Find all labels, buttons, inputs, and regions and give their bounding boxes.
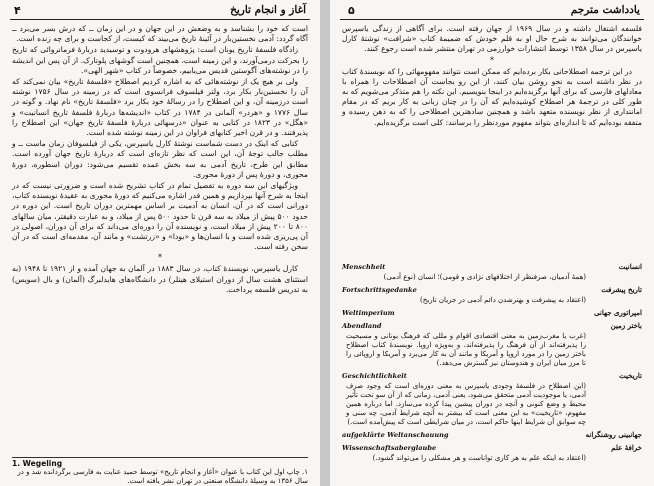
- running-title: یادداشت مترجم: [570, 4, 640, 16]
- glossary-latin: Menschheit: [342, 263, 386, 271]
- glossary-definition: (این اصطلاح در فلسفهٔ وجودی یاسپرس به معنی دوره‌ای است که وجود صرف آدمی، یا موجودیت آدمی متحقق می‌شود، یعنی آدمی، زمانی که از آن سو تحت تأثیر محیط و وضع کنونی و آنچه در دوران پیشین پیدا کرده می‌سازد. اما درباره همین مفهوم، «تاریخیت» به این معنی است که بیشتر به آنچه شرایط آدمی، چه سنی و چه سوابق آن شرایط اینها حاکم است، در میان شرایطی است که پیش‌آمده است.): [346, 382, 586, 426]
- glossary-term: خرافهٔ علم: [611, 443, 642, 452]
- glossary-entry: [342, 285, 642, 305]
- book-gutter: [320, 0, 330, 486]
- glossary-entry: [342, 443, 642, 463]
- glossary-latin: Weltimperium: [342, 309, 395, 317]
- glossary-latin: Fortschrittsgedanke: [342, 286, 417, 294]
- paragraph: کارل یاسپرس، نویسندهٔ کتاب، در سال ۱۸۸۳ در آلمان به جهان آمده و از ۱۹۲۱ تا ۱۹۴۸ (به استثنای هشت سال از دوران استیلای هیتلر) در دانشگاه‌های هایدلبرگ (آلمان) و بال (سویس) به تدریس فلسفه پرداخت.: [12, 264, 308, 294]
- paragraph: است که خود را بشناسد و به وضعش در این جهان و در این زمان ــ که درش بسر می‌برد ــ آگاه گردد: آدمی نخستین‌بار در آئینهٔ تاریخ می‌بیند که کیست، از کجاست و برای چه زنده است.: [12, 24, 308, 44]
- glossary-term: امپراتوری جهانی: [594, 308, 642, 317]
- glossary-latin: Abendland: [342, 322, 382, 330]
- glossary-term: جهانبینی روشنگرانه: [585, 430, 642, 439]
- glossary-latin: aufgeklärte Weltanschauung: [342, 431, 449, 439]
- glossary-definition: (همهٔ آدمیان، صرفنظر از اختلافهای نژادی و قومی)؛ انسان (نوع آدمی): [383, 273, 586, 281]
- paragraph: در این ترجمه اصطلاحاتی بکار برده‌ایم که ممکن است نتوانند مفهومهائی را که نویسندهٔ کتاب در نظر داشته است به نحو روشن بیان کنند، از این رو بجاست آن اصطلاحات را همراه با معادلهای فارسی که برای آنها برگزیده‌ایم در اینجا بنویسیم. این نکته را هم متذکر می‌شویم که به طور کلی در ترجمهٔ هر اصطلاح کوشیده‌ایم که آن را در چنان زبانی به کار بریم که در مقام امانتداری از نظر نویسنده متعهد باشد و همچنین سادهترین اصطلاحی را که به ذهن رسیده و متفقه بوده‌ایم که تا اندازه‌ای بتواند مفهوم موردنظر را برسانند: کلی است برگزیده‌ایم.: [342, 66, 642, 127]
- glossary-definition: (اعتقاد به پیشرفت و بهترشدن دائم آدمی در جریان تاریخ): [420, 296, 586, 304]
- section-star: *: [158, 253, 162, 263]
- left-page: [0, 0, 320, 486]
- glossary-definition: (غرب یا مغرب‌زمین به معنی اقتصادی اقوام و مللی که فرهنگ بونانی و مسیحیت را پذیرفته‌اند از آن فرهنگ را پذیرفته‌اند، و به‌ویژه اروپا. نویسندهٔ کتاب اصطلاح باختر زمین را در مورد اروپا و آمریکا و مانند آن به کار می‌برد و آمریکا و اروپائی را تا مرز میان ایران و هندوستان نیز گسترش می‌دهد.): [346, 332, 586, 367]
- footnote-latin: 1. Wegeling: [12, 459, 63, 468]
- glossary-entry: [342, 371, 642, 427]
- paragraph: ولی بر هیچ یک از نوشته‌هائی که به اشاره کردیم اصطلاح «فلسفهٔ تاریخ» بیان نمی‌کند که آن را نخستین‌بار بکار برد، ولتر فیلسوف فرانسوی است که در زمینه در سال ۱۷۵۶ نوشته است درزمینه آن، و این اصطلاح را در رسالهٔ خود بکار برد «فلسفهٔ تاریخ» نام نهاد. و گوته در سال ۱۷۷۶ و «هردر» آلمانی در ۱۷۸۴ در کتاب «اندیشه‌ها دربارهٔ فلسفهٔ تاریخ انسانیت» و «هگل» در ۱۸۲۳ در کتابی به عنوان «درسهائی دربارهٔ فلسفهٔ تاریخ جهان» این اصطلاح را پذیرفتند. و در قرن اخیر کتابهای فراوان در این زمینه نوشته شده است.: [12, 77, 309, 138]
- glossary-entry: [342, 262, 642, 282]
- glossary-entry: [342, 321, 642, 368]
- footnote-divider: [12, 457, 308, 458]
- glossary-latin: Geschichtlichkeit: [342, 372, 407, 380]
- glossary-term: انسانیت: [618, 262, 642, 271]
- page-number: ۴: [14, 4, 21, 17]
- glossary: [342, 262, 642, 466]
- body-text: [12, 24, 308, 296]
- page-header: [10, 3, 310, 20]
- body-text: [342, 24, 642, 129]
- glossary-term: تاریخ پیشرفت: [601, 285, 642, 294]
- paragraph: زادگاه فلسفهٔ تاریخ یونان است: پژوهشهای هرودوت و توسیدید دربارهٔ فرمانروائی که تاریخ را بحرکت درمی‌آورند، و این زمینه است، همچنین است گوشهای پلوتارک. از آن پس این اندیشه را در نوشته‌های آگوستین قدیس می‌یابیم، خصوصاً در کتاب «شهر الهی».: [12, 45, 308, 75]
- page-number: ۵: [348, 4, 355, 17]
- section-star: *: [490, 55, 494, 65]
- page-header: [340, 3, 644, 20]
- glossary-latin: Wissenschaftsaberglaube: [342, 444, 437, 452]
- paragraph: کتابی که اینک در دست شماست نوشتهٔ کارل یاسپرس، یکی از فیلسوفان زمان ماست ــ و مطلب جالب توجهٔ آن، این است که نظر تازه‌ای است که دربارهٔ تاریخ جهان آورده است. مطابق این طرح، تاریخ آدمی به سه بخش عمده تقسیم می‌شود: دوران اسطوره، دورهٔ محوری، و دورهٔ پس از دورهٔ محوری.: [12, 139, 308, 179]
- glossary-entry: [342, 308, 642, 318]
- footnote: [12, 459, 308, 486]
- glossary-entry: [342, 430, 642, 440]
- running-title: آغاز و انجام تاریخ: [230, 4, 306, 16]
- glossary-term: باختر زمین: [610, 321, 642, 330]
- footnote-text: ۱. چاپ اول این کتاب با عنوان «آغاز و انجام تاریخ» توسط حمید عنایت به فارسی برگردانده شد و در سال ۱۳۵۶ به وسیلهٔ دانشگاه صنعتی در تهران نشر یافته است.: [17, 468, 308, 485]
- right-page: [330, 0, 654, 486]
- glossary-definition: (اعتقاد به اینکه علم به هر کاری تواناست و هر مشکلی را می‌تواند گشود.): [372, 454, 586, 462]
- glossary-term: تاریخیت: [619, 371, 642, 380]
- paragraph: فلسفه اشتغال داشته و در سال ۱۹۶۹ از جهان رفته است. برای آگاهی از زندگی یاسپرس خوانندگان می‌توانند به شرح حال او به قلم خودش که ضمیمهٔ کتاب «شرافت» نوشتهٔ کارل یاسپرس در سال ۱۳۵۸ توسط انتشارات خوارزمی در تهران منتشر شده است رجوع کنند.: [342, 24, 642, 54]
- paragraph: ویژگیهای این سه دوره به تفصیل تمام در کتاب تشریح شده است و ضرورتی نیست که در اینجا به شرح آنها بپردازیم و همین قدر اشاره می‌کنیم که دورهٔ محوری به عقیدهٔ نویسنده کتاب، دورانی است که در آن، انسان به آدمیت بر اساس مهمترین دوران تاریخ است. این دوره در حدود ۵۰۰ پیش از میلاد به سه قرن تا حدود ۵۰۰ پس از میلاد، و به عبارت دقیقتر، میان سالهای ۸۰۰ تا ۲۰۰ پیش از میلاد است، و نویسنده آن را دوره‌ای می‌داند که برای آن دوران، اصولی در آن پی‌ریزی شده است و با انسان‌ها و «بودا» و «زرتشت» و مانند آن، مقدمه‌ای است که در آن سخن رفته است.: [12, 181, 308, 252]
